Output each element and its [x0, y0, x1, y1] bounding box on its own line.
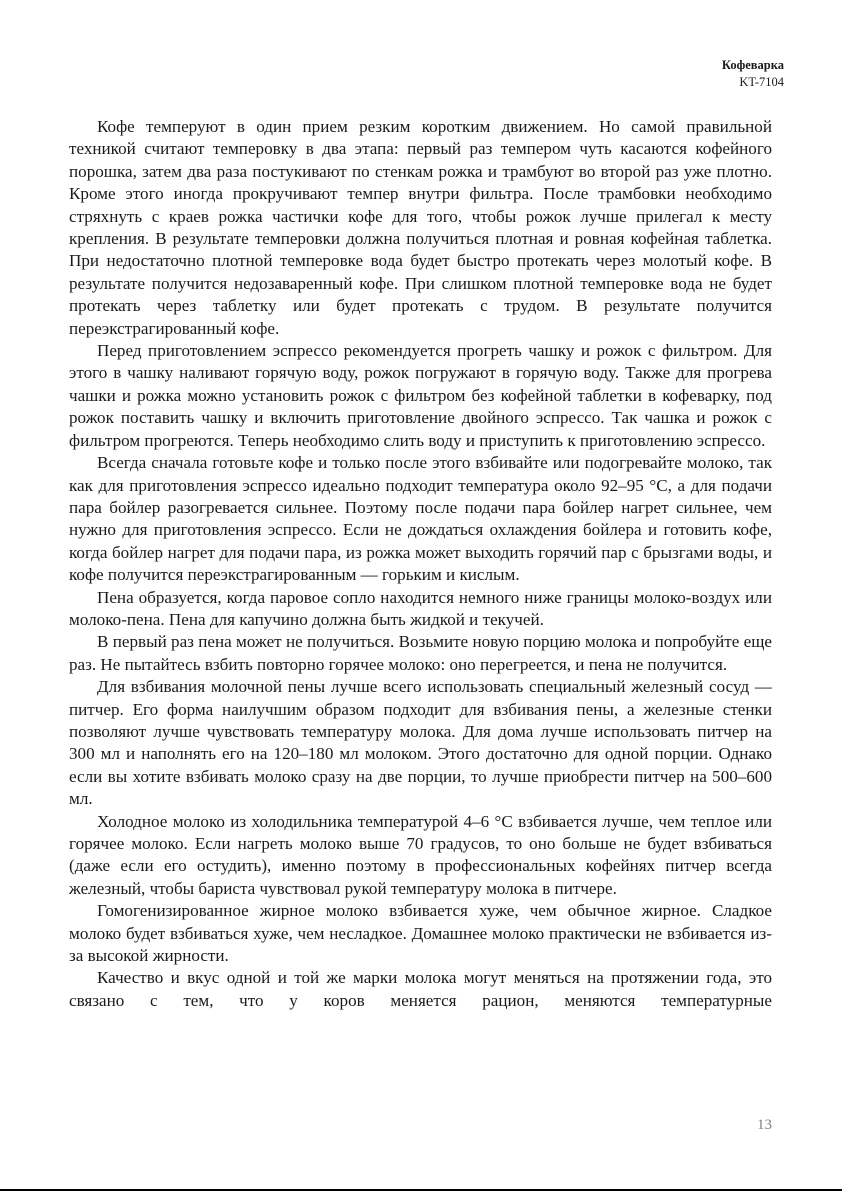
body-text	[69, 116, 772, 1012]
paragraph-preheating: Перед приготовлением эспрессо рекомендуется прогреть чашку и рожок с фильтром. Для этого в чашку наливают горячую воду, рожок погружают в горячую воду. Также для прогрева чашки и рожка можно установить рожок с фильтром без кофейной таблетки в кофеварку, под рожок поставить чашку и включить приготовление двойного эспрессо. Так чашка и рожок с фильтром прогреются. Теперь необходимо слить воду и приступить к приготовлению эспрессо.	[69, 341, 772, 450]
paragraph-milk-quality: Качество и вкус одной и той же марки молока могут меняться на протяжении года, это связано с тем, что у коров меняется рацион, меняются температурные	[69, 968, 772, 1010]
paragraph-milk-types: Гомогенизированное жирное молоко взбивается хуже, чем обычное жирное. Сладкое молоко будет взбиваться хуже, чем несладкое. Домашнее молоко практически не взбивается из-за высокой жирности.	[69, 901, 772, 966]
running-header	[722, 57, 784, 91]
header-product-name: Кофеварка	[721, 58, 784, 72]
paragraph-foam-formation: Пена образуется, когда паровое сопло находится немного ниже границы молоко-воздух или молоко-пена. Пена для капучино должна быть жидкой и текучей.	[69, 587, 772, 629]
paragraph-pitcher: Для взбивания молочной пены лучше всего использовать специальный железный сосуд — питчер. Его форма наилучшим образом подходит для взбивания пены, а железные стенки позволяют лучше чувствовать температуру молока. Для дома лучше использовать питчер на 300 мл и наполнять его на 120–180 мл молоком. Этого достаточно для одной порции. Однако если вы хотите взбивать молоко сразу на две порции, то лучше приобрести питчер на 500–600 мл.	[69, 677, 772, 809]
paragraph-coffee-before-milk: Всегда сначала готовьте кофе и только после этого взбивайте или подогревайте молоко, так как для приготовления эспрессо идеально подходит температура около 92–95 °C, а для подачи пара бойлер разогревается сильнее. Поэтому после подачи пара бойлер нагрет сильнее, чем нужно для приготовления эспрессо. Если не дождаться охлаждения бойлера и готовить кофе, когда бойлер нагрет для подачи пара, из рожка может выходить горячий пар с брызгами воды, и кофе получится переэкстрагированным — горьким и кислым.	[69, 453, 772, 585]
page-number: 13	[757, 1117, 772, 1133]
paragraph-cold-milk: Холодное молоко из холодильника температурой 4–6 °C взбивается лучше, чем теплое или горячее молоко. Если нагреть молоко выше 70 градусов, то оно больше не будет взбиваться (даже если его остудить), именно поэтому в профессиональных кофейнях питчер всегда железный, чтобы бариста чувствовал рукой температуру молока в питчере.	[69, 811, 772, 898]
header-model-number: KT-7104	[739, 75, 784, 89]
paragraph-tamping: Кофе темперуют в один прием резким коротким движением. Но самой правильной техникой считают темперовку в два этапа: первый раз темпером чуть касаются кофейного порошка, затем два раза постукивают по стенкам рожка и трамбуют во второй раз уже плотно. Кроме этого иногда прокручивают темпер внутри фильтра. После трамбовки необходимо стряхнуть с краев рожка частички кофе для того, чтобы рожок лучше прилегал к месту крепления. В результате темперовки должна получиться плотная и ровная кофейная таблетка. При недостаточно плотной темперовке вода будет быстро протекать через молотый кофе. В результате получится недозаваренный кофе. При слишком плотной темперовке вода не будет протекать через таблетку или будет протекать с трудом. В результате получится переэкстрагированный кофе.	[69, 117, 772, 338]
paragraph-first-attempt: В первый раз пена может не получиться. Возьмите новую порцию молока и попробуйте еще раз. Не пытайтесь взбить повторно горячее молоко: оно перегреется, и пена не получится.	[69, 632, 772, 674]
